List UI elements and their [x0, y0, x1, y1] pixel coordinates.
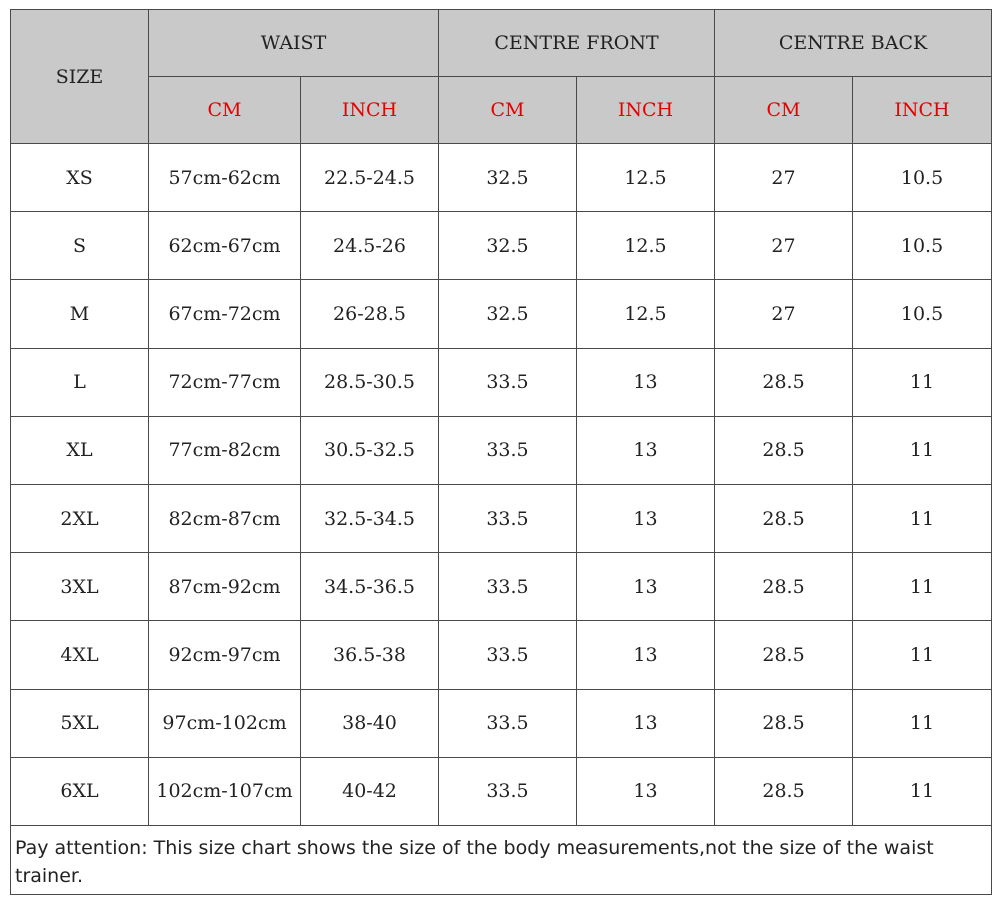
centre-front-header: CENTRE FRONT [439, 10, 715, 77]
waist-cm-cell: 57cm-62cm [149, 144, 301, 212]
back-cm-cell: 28.5 [715, 484, 853, 552]
back-cm-cell: 27 [715, 144, 853, 212]
back-inch-cell: 10.5 [853, 212, 992, 280]
back-cm-cell: 28.5 [715, 757, 853, 825]
back-cm-cell: 27 [715, 212, 853, 280]
back-inch-cell: 11 [853, 689, 992, 757]
size-cell: M [11, 280, 149, 348]
table-row [11, 212, 992, 280]
waist-inch-cell: 30.5-32.5 [301, 416, 439, 484]
waist-inch-cell: 32.5-34.5 [301, 484, 439, 552]
back-inch-cell: 10.5 [853, 280, 992, 348]
front-cm-cell: 33.5 [439, 621, 577, 689]
front-inch-header: INCH [577, 77, 715, 144]
back-inch-cell: 10.5 [853, 144, 992, 212]
size-cell: 2XL [11, 484, 149, 552]
waist-inch-cell: 36.5-38 [301, 621, 439, 689]
table-row [11, 553, 992, 621]
waist-cm-cell: 62cm-67cm [149, 212, 301, 280]
back-cm-cell: 27 [715, 280, 853, 348]
size-chart [10, 9, 991, 895]
table-row [11, 757, 992, 825]
back-inch-cell: 11 [853, 621, 992, 689]
table-row [11, 416, 992, 484]
waist-cm-header: CM [149, 77, 301, 144]
size-cell: L [11, 348, 149, 416]
front-cm-cell: 33.5 [439, 553, 577, 621]
size-table [10, 9, 992, 895]
front-inch-cell: 12.5 [577, 212, 715, 280]
waist-inch-cell: 40-42 [301, 757, 439, 825]
size-cell: 5XL [11, 689, 149, 757]
waist-cm-cell: 67cm-72cm [149, 280, 301, 348]
table-row [11, 621, 992, 689]
size-cell: XL [11, 416, 149, 484]
waist-inch-cell: 38-40 [301, 689, 439, 757]
table-row [11, 348, 992, 416]
size-header: SIZE [11, 10, 149, 144]
table-row [11, 689, 992, 757]
front-inch-cell: 13 [577, 553, 715, 621]
front-cm-cell: 32.5 [439, 280, 577, 348]
back-cm-header: CM [715, 77, 853, 144]
front-cm-cell: 32.5 [439, 212, 577, 280]
front-inch-cell: 13 [577, 757, 715, 825]
attention-note: Pay attention: This size chart shows the size of the body measurements,not the size of the waist trainer. [11, 825, 992, 894]
back-inch-header: INCH [853, 77, 992, 144]
waist-cm-cell: 72cm-77cm [149, 348, 301, 416]
back-inch-cell: 11 [853, 484, 992, 552]
back-cm-cell: 28.5 [715, 348, 853, 416]
front-cm-cell: 33.5 [439, 484, 577, 552]
waist-inch-cell: 22.5-24.5 [301, 144, 439, 212]
waist-inch-cell: 24.5-26 [301, 212, 439, 280]
front-cm-cell: 33.5 [439, 757, 577, 825]
size-cell: 3XL [11, 553, 149, 621]
waist-cm-cell: 102cm-107cm [149, 757, 301, 825]
front-cm-header: CM [439, 77, 577, 144]
waist-cm-cell: 92cm-97cm [149, 621, 301, 689]
front-inch-cell: 13 [577, 348, 715, 416]
front-inch-cell: 13 [577, 416, 715, 484]
front-inch-cell: 12.5 [577, 280, 715, 348]
waist-cm-cell: 82cm-87cm [149, 484, 301, 552]
front-inch-cell: 12.5 [577, 144, 715, 212]
size-cell: 6XL [11, 757, 149, 825]
centre-back-header: CENTRE BACK [715, 10, 992, 77]
back-inch-cell: 11 [853, 553, 992, 621]
table-row [11, 484, 992, 552]
back-cm-cell: 28.5 [715, 689, 853, 757]
size-rows [11, 144, 992, 826]
back-inch-cell: 11 [853, 757, 992, 825]
size-cell: 4XL [11, 621, 149, 689]
back-cm-cell: 28.5 [715, 553, 853, 621]
front-cm-cell: 33.5 [439, 416, 577, 484]
back-cm-cell: 28.5 [715, 416, 853, 484]
back-cm-cell: 28.5 [715, 621, 853, 689]
waist-inch-cell: 34.5-36.5 [301, 553, 439, 621]
waist-cm-cell: 77cm-82cm [149, 416, 301, 484]
size-cell: XS [11, 144, 149, 212]
back-inch-cell: 11 [853, 348, 992, 416]
front-cm-cell: 33.5 [439, 348, 577, 416]
front-inch-cell: 13 [577, 689, 715, 757]
front-cm-cell: 33.5 [439, 689, 577, 757]
waist-inch-cell: 28.5-30.5 [301, 348, 439, 416]
waist-header: WAIST [149, 10, 439, 77]
waist-inch-header: INCH [301, 77, 439, 144]
waist-inch-cell: 26-28.5 [301, 280, 439, 348]
front-inch-cell: 13 [577, 621, 715, 689]
back-inch-cell: 11 [853, 416, 992, 484]
front-cm-cell: 32.5 [439, 144, 577, 212]
front-inch-cell: 13 [577, 484, 715, 552]
waist-cm-cell: 87cm-92cm [149, 553, 301, 621]
size-cell: S [11, 212, 149, 280]
table-row [11, 144, 992, 212]
waist-cm-cell: 97cm-102cm [149, 689, 301, 757]
table-row [11, 280, 992, 348]
